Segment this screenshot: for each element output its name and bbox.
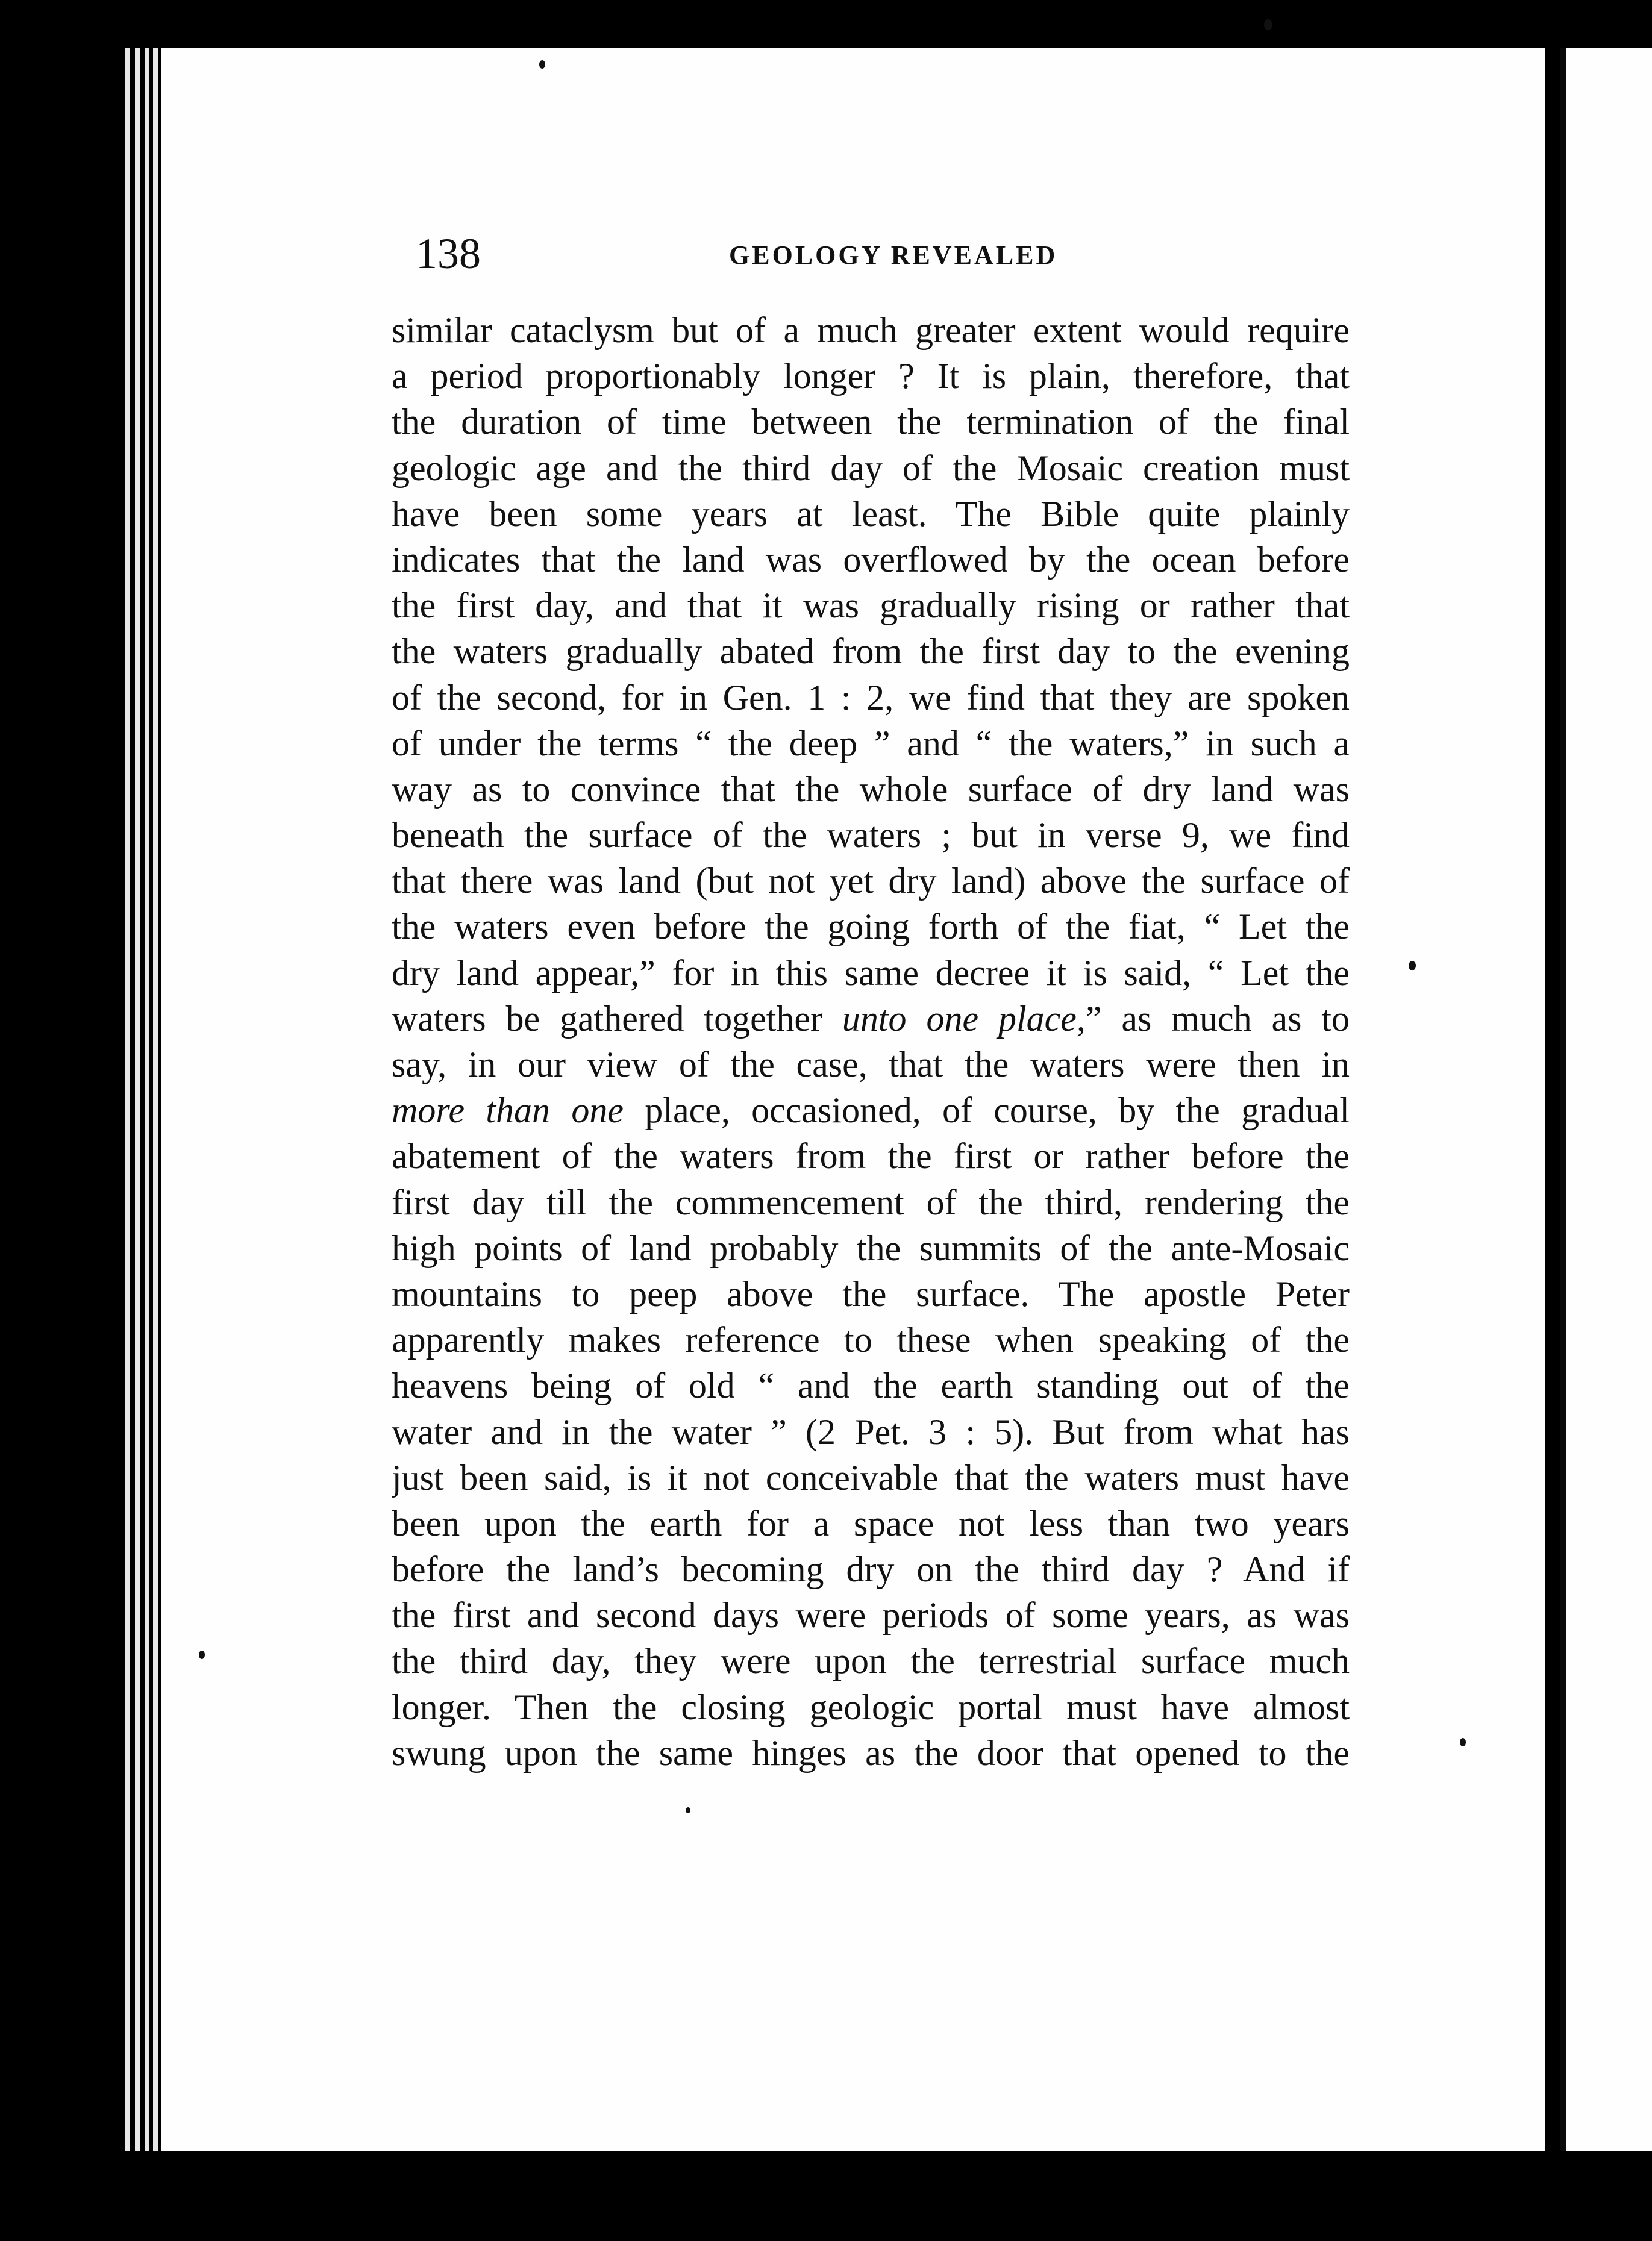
- text-line: geologic age and the third day of the Mosaic creation must: [392, 448, 1350, 488]
- text-line: dry land appear,” for in this same decree it is said, “ Let the: [392, 952, 1350, 993]
- text-line: say, in our view of the case, that the waters were then in: [392, 1045, 1350, 1084]
- text-line: the first day, and that it was gradually rising or rather that: [392, 586, 1350, 626]
- text-line: of under the terms “ the deep ” and “ the waters,” in such a: [392, 723, 1350, 763]
- page-stack-edge: [145, 48, 149, 2151]
- text-line: before the land’s becoming dry on the third day ? And if: [392, 1549, 1350, 1590]
- text-line: the duration of time between the termination of the final: [392, 402, 1350, 442]
- text-line: swung upon the same hinges as the door that opened to the: [392, 1733, 1350, 1773]
- text-line: the waters gradually abated from the first day to the evening: [392, 631, 1350, 672]
- scan-speck: [1409, 961, 1416, 970]
- text-line: the waters even before the going forth of the fiat, “ Let the: [392, 907, 1350, 947]
- page-stack-edge: [153, 48, 158, 2151]
- text-line: a period proportionably longer ? It is plain, therefore, that: [392, 356, 1350, 396]
- text-run: place, occasioned, of course, by the gradual: [624, 1090, 1350, 1131]
- text-line-mixed: [392, 996, 1350, 1042]
- page-gutter: [1560, 48, 1566, 2151]
- facing-page-edge: [1566, 48, 1652, 2151]
- text-line: just been said, is it not conceivable that the waters must have: [392, 1457, 1350, 1498]
- text-line: of the second, for in Gen. 1 : 2, we find that they are spoken: [392, 677, 1350, 717]
- text-line: mountains to peep above the surface. The apostle Peter: [392, 1274, 1350, 1314]
- scan-speck: [1460, 1738, 1466, 1746]
- italic-phrase: more than one: [392, 1090, 624, 1131]
- text-run: waters be gathered together: [392, 998, 842, 1039]
- page-number: 138: [416, 230, 481, 278]
- text-line: heavens being of old “ and the earth standing out of the: [392, 1366, 1350, 1406]
- page-header: [416, 229, 1356, 283]
- text-line: beneath the surface of the waters ; but in verse 9, we find: [392, 815, 1350, 855]
- text-line: the third day, they were upon the terrestrial surface much: [392, 1641, 1350, 1681]
- text-line-mixed: [392, 1087, 1350, 1133]
- scan-speck: [199, 1651, 205, 1659]
- text-line: longer. Then the closing geologic portal must have almost: [392, 1687, 1350, 1727]
- scan-speck: [1264, 19, 1272, 30]
- text-line: abatement of the waters from the first or rather before the: [392, 1136, 1350, 1177]
- italic-phrase: unto one place,: [842, 998, 1086, 1039]
- text-line: indicates that the land was overflowed by the ocean before: [392, 539, 1350, 580]
- text-line: that there was land (but not yet dry land) above the surface of: [392, 861, 1350, 901]
- text-line: the first and second days were periods of some years, as was: [392, 1595, 1350, 1636]
- text-line: apparently makes reference to these when speaking of the: [392, 1320, 1350, 1360]
- body-text: [392, 307, 1350, 1776]
- page-stack-edge: [135, 48, 140, 2151]
- text-line: water and in the water ” (2 Pet. 3 : 5). But from what has: [392, 1411, 1350, 1452]
- text-run: ” as much as to: [1085, 998, 1350, 1039]
- page-stack-edge: [125, 48, 130, 2151]
- text-line: similar cataclysm but of a much greater extent would require: [392, 310, 1350, 350]
- text-line: way as to convince that the whole surface of dry land was: [392, 769, 1350, 809]
- text-line: been upon the earth for a space not less than two years: [392, 1503, 1350, 1543]
- running-head: GEOLOGY REVEALED: [729, 240, 1058, 270]
- scan-speck: [539, 60, 545, 69]
- scan-speck: [686, 1807, 690, 1813]
- text-line: first day till the commencement of the third, rendering the: [392, 1182, 1350, 1222]
- text-line: high points of land probably the summits of the ante-Mosaic: [392, 1228, 1350, 1268]
- text-line: have been some years at least. The Bible quite plainly: [392, 493, 1350, 534]
